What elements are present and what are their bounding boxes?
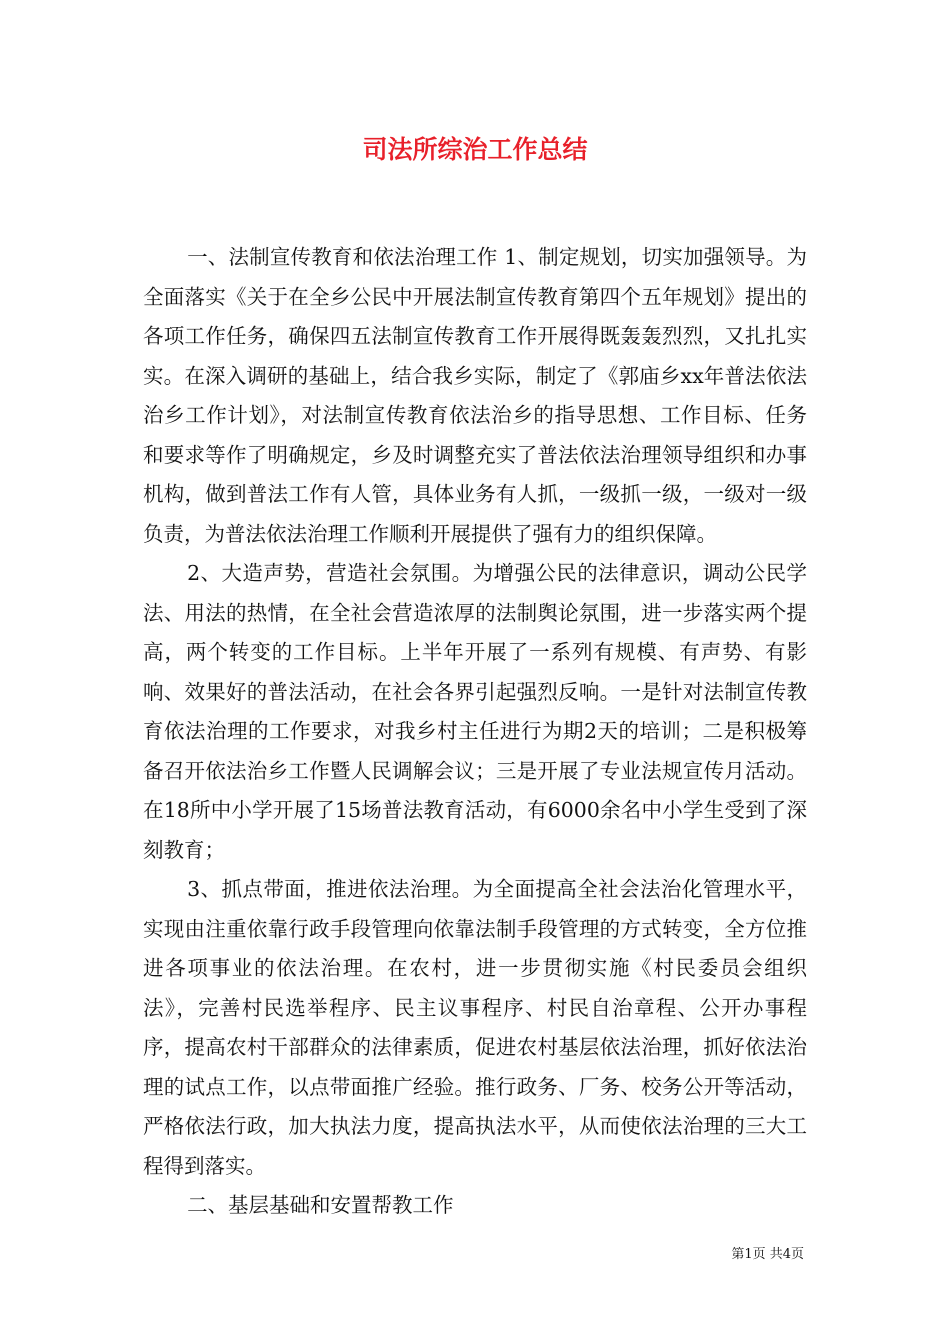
document-title: 司法所综治工作总结	[362, 135, 588, 164]
paragraph-4: 二、基层基础和安置帮教工作	[187, 1193, 454, 1217]
paragraph-1: 一、法制宣传教育和依法治理工作 1、制定规划，切实加强领导。为全面落实《关于在全乡公民中开展法制宣传教育第四个五年规划》提出的各项工作任务，确保四五法制宣传教育工作开展得既轰轰烈烈，又扎扎实实。在深入调研的基础上，结合我乡实际，制定了《郭庙乡xx年普法依法治乡工作计划》，对法制宣传教育依法治乡的指导思想、工作目标、任务和要求等作了明确规定，乡及时调整充实了普法依法治理领导组织和办事机构，做到普法工作有人管，具体业务有人抓，一级抓一级，一级对一级负责，为普法依法治理工作顺利开展提供了强有力的组织保障。	[143, 245, 807, 546]
page-number: 第1页 共4页	[731, 1247, 804, 1262]
paragraph-3: 3、抓点带面，推进依法治理。为全面提高全社会法治化管理水平，实现由注重依靠行政手段管理向依靠法制手段管理的方式转变，全方位推进各项事业的依法治理。在农村，进一步贯彻实施《村民委员会组织法》，完善村民选举程序、民主议事程序、村民自治章程、公开办事程序，提高农村干部群众的法律素质，促进农村基层依法治理，抓好依法治理的试点工作，以点带面推广经验。推行政务、厂务、校务公开等活动，严格依法行政，加大执法力度，提高执法水平，从而使依法治理的三大工程得到落实。	[143, 877, 807, 1178]
paragraph-2: 2、大造声势，营造社会氛围。为增强公民的法律意识，调动公民学法、用法的热情，在全社会营造浓厚的法制舆论氛围，进一步落实两个提高，两个转变的工作目标。上半年开展了一系列有规模、有声势、有影响、效果好的普法活动，在社会各界引起强烈反响。一是针对法制宣传教育依法治理的工作要求，对我乡村主任进行为期2天的培训；二是积极筹备召开依法治乡工作暨人民调解会议；三是开展了专业法规宣传月活动。在18所中小学开展了15场普法教育活动，有6000余名中小学生受到了深刻教育；	[143, 561, 807, 862]
document-body	[143, 238, 807, 1226]
